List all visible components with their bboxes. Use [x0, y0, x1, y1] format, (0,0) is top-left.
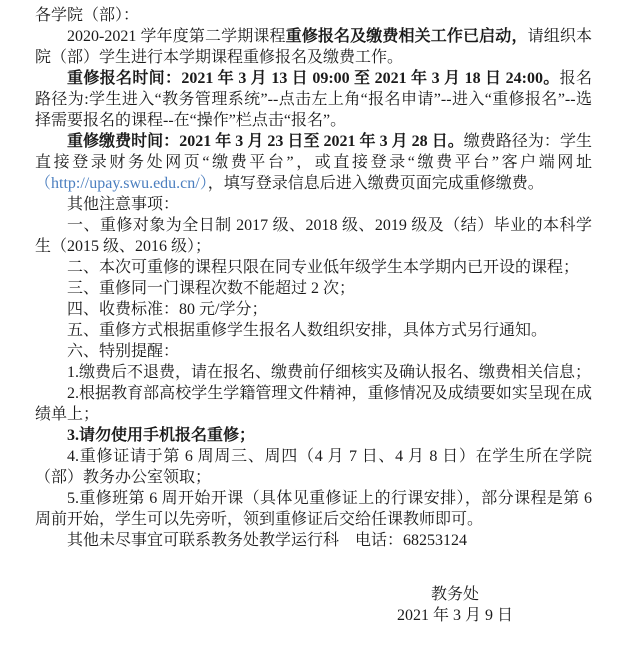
signature-date: 2021 年 3 月 9 日 — [396, 607, 513, 624]
paragraph — [35, 131, 592, 194]
paragraph — [35, 68, 592, 131]
text-segment: 四、收费标准：80 元/学分； — [67, 301, 268, 318]
paragraph — [35, 362, 592, 383]
signature-block — [285, 584, 624, 626]
paragraph — [35, 320, 592, 341]
paragraph — [35, 5, 592, 26]
text-segment: 1.缴费后不退费，请在报名、缴费前仔细核实及确认报名、缴费相关信息； — [67, 364, 592, 381]
text-segment: 一、重修对象为全日制 2017 级、2018 级、2019 级及（结）毕业的本科学生（2015 级、2016 级）； — [35, 217, 592, 255]
signature-author: 教务处 — [430, 586, 479, 603]
payment-portal-url-link[interactable]: （http://upay.swu.edu.cn/） — [35, 175, 208, 192]
paragraph — [35, 488, 592, 530]
text-segment: 2020-2021 学年度第二学期课程 — [67, 28, 286, 45]
text-segment: ，填写登录信息后进入缴费页面完成重修缴费。 — [207, 175, 544, 192]
paragraph — [35, 446, 592, 488]
text-segment: 各学院（部）： — [35, 7, 140, 24]
text-segment: 缴费路径为：学生直接登录财务处网页“缴费平台”，或直接登录“缴费平台”客户端网址 — [35, 133, 592, 171]
bold-text-segment: 重修报名及缴费相关工作已启动， — [285, 28, 528, 45]
paragraph — [35, 341, 592, 362]
paragraph — [35, 278, 592, 299]
paragraph — [35, 299, 592, 320]
text-segment: 报名路径为:学生进入“教务管理系统”--点击左上角“报名申请”--进入“重修报名”--选择需要报名的课程--在“操作”栏点击“报名”。 — [35, 70, 592, 129]
bold-text-segment: 重修报名时间：2021 年 3 月 13 日 09:00 至 2021 年 3 月 18 日 24:00。 — [67, 70, 560, 87]
text-segment: 三、重修同一门课程次数不能超过 2 次； — [67, 280, 356, 297]
text-segment: 2.根据教育部高校学生学籍管理文件精神，重修情况及成绩要如实呈现在成绩单上； — [35, 385, 592, 423]
paragraph — [35, 26, 592, 68]
text-segment: 其他未尽事宜可联系教务处教学运行科 电话：68253124 — [67, 532, 468, 549]
paragraph — [35, 194, 592, 215]
paragraph — [35, 383, 592, 425]
document-body — [35, 5, 592, 551]
bold-text-segment: 重修缴费时间：2021 年 3 月 23 日至 2021 年 3 月 28 日。 — [67, 133, 464, 150]
text-segment: 5.重修班第 6 周开始开课（具体见重修证上的行课安排），部分课程是第 6 周前开始，学生可以先旁听，领到重修证后交给任课教师即可。 — [35, 490, 592, 528]
text-segment: 请组织本院（部）学生进行本学期课程重修报名及缴费工作。 — [35, 28, 592, 66]
text-segment: 4.重修证请于第 6 周周三、周四（4 月 7 日、4 月 8 日）在学生所在学院（部）教务办公室领取； — [35, 448, 592, 486]
text-segment: 六、特别提醒： — [67, 343, 180, 360]
paragraph — [35, 425, 592, 446]
paragraph — [35, 257, 592, 278]
text-segment: 五、重修方式根据重修学生报名人数组织安排，具体方式另行通知。 — [67, 322, 548, 339]
text-segment: 二、本次可重修的课程只限在同专业低年级学生本学期内已开设的课程； — [67, 259, 580, 276]
paragraph — [35, 215, 592, 257]
text-segment: 其他注意事项： — [67, 196, 180, 213]
paragraph — [35, 530, 592, 551]
bold-text-segment: 3.请勿使用手机报名重修； — [67, 427, 256, 444]
